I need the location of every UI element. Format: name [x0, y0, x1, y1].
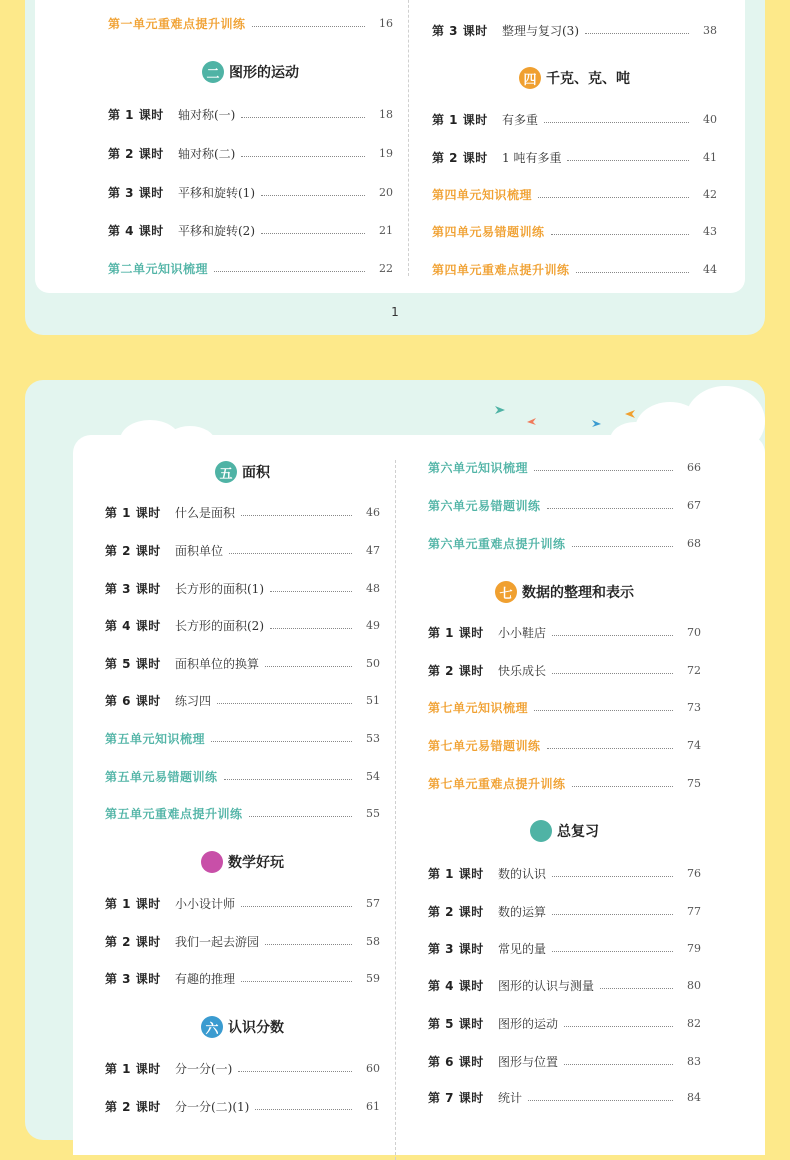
- unit-title: 面积: [242, 465, 270, 481]
- unit-badge: 四: [519, 67, 541, 89]
- entry-page: 74: [687, 738, 701, 752]
- toc-left-column: [108, 0, 393, 280]
- unit-badge: 七: [495, 581, 517, 603]
- entry-page: 59: [366, 971, 380, 985]
- entry-page: 47: [366, 543, 380, 557]
- lesson-number: 第 3 课时: [105, 581, 161, 596]
- entry-page: 21: [379, 223, 393, 237]
- entry-title: 第四单元知识梳理: [432, 187, 533, 202]
- leader-dots: [270, 628, 352, 629]
- unit-title: 总复习: [557, 824, 599, 840]
- toc-entry[interactable]: [432, 148, 717, 166]
- lesson-number: 第 2 课时: [105, 1099, 161, 1114]
- leader-dots: [270, 591, 352, 592]
- leader-dots: [547, 748, 673, 749]
- leader-dots: [552, 673, 673, 674]
- entry-title: 快乐成长: [498, 663, 547, 678]
- toc-entry[interactable]: [432, 21, 717, 39]
- entry-title: 我们一起去游园: [175, 934, 260, 949]
- toc-entry[interactable]: [428, 698, 701, 716]
- entry-page: 73: [687, 700, 701, 714]
- entry-page: 49: [366, 618, 380, 632]
- unit-badge: 五: [215, 461, 237, 483]
- lesson-number: 第 3 课时: [428, 941, 484, 956]
- toc-entry[interactable]: [428, 1088, 701, 1106]
- entry-title: 第六单元知识梳理: [428, 460, 529, 475]
- lesson-number: 第 1 课时: [108, 107, 164, 122]
- toc-entry[interactable]: [428, 864, 701, 882]
- leader-dots: [552, 914, 673, 915]
- entry-page: 60: [366, 1061, 380, 1075]
- entry-page: 41: [703, 150, 717, 164]
- lesson-number: 第 2 课时: [432, 150, 488, 165]
- entry-title: 常见的量: [498, 941, 547, 956]
- entry-page: 72: [687, 663, 701, 677]
- lesson-number: 第 3 课时: [432, 23, 488, 38]
- toc-entry[interactable]: [428, 902, 701, 920]
- toc-entry[interactable]: [108, 183, 393, 201]
- entry-page: 42: [703, 187, 717, 201]
- lesson-number: 第 6 课时: [428, 1054, 484, 1069]
- paper-plane-icon: [625, 410, 635, 418]
- entry-page: 58: [366, 934, 380, 948]
- leader-dots: [551, 234, 689, 235]
- lesson-number: 第 1 课时: [432, 112, 488, 127]
- entry-page: 20: [379, 185, 393, 199]
- unit-4-heading: [432, 65, 717, 91]
- lesson-number: 第 1 课时: [105, 896, 161, 911]
- entry-page: 57: [366, 896, 380, 910]
- leader-dots: [528, 1100, 673, 1101]
- entry-title: 数的运算: [498, 904, 547, 919]
- unit-title: 图形的运动: [229, 65, 299, 81]
- entry-page: 83: [687, 1054, 701, 1068]
- entry-title: 第五单元重难点提升训练: [105, 806, 243, 821]
- leader-dots: [252, 26, 365, 27]
- entry-title: 统计: [498, 1090, 523, 1105]
- leader-dots: [564, 1064, 673, 1065]
- entry-title: 1 吨有多重: [502, 150, 562, 165]
- leader-dots: [217, 703, 352, 704]
- entry-page: 46: [366, 505, 380, 519]
- entry-page: 22: [379, 261, 393, 275]
- unit-badge: 六: [201, 1016, 223, 1038]
- lesson-number: 第 6 课时: [105, 693, 161, 708]
- leader-dots: [572, 786, 673, 787]
- entry-title: 长方形的面积(2): [175, 618, 264, 633]
- lesson-number: 第 2 课时: [105, 934, 161, 949]
- leader-dots: [229, 553, 352, 554]
- toc-entry[interactable]: [432, 222, 717, 240]
- entry-page: 53: [366, 731, 380, 745]
- leader-dots: [552, 635, 673, 636]
- entry-page: 48: [366, 581, 380, 595]
- entry-title: 有多重: [502, 112, 539, 127]
- toc-entry[interactable]: [105, 932, 380, 950]
- lesson-number: 第 5 课时: [105, 656, 161, 671]
- lesson-number: 第 2 课时: [105, 543, 161, 558]
- toc-entry[interactable]: [428, 496, 701, 514]
- entry-page: 19: [379, 146, 393, 160]
- entry-page: 66: [687, 460, 701, 474]
- lesson-number: 第 2 课时: [108, 146, 164, 161]
- toc-right-column: [432, 0, 717, 280]
- toc-page-1: [25, 0, 765, 335]
- toc-entry[interactable]: [105, 579, 380, 597]
- lesson-number: 第 4 课时: [428, 978, 484, 993]
- paper-plane-icon: [495, 406, 505, 414]
- toc-entry[interactable]: [105, 541, 380, 559]
- entry-page: 40: [703, 112, 717, 126]
- entry-title: 有趣的推理: [175, 971, 236, 986]
- toc-entry[interactable]: [432, 185, 717, 203]
- leader-dots: [261, 195, 365, 196]
- unit-title: 千克、克、吨: [546, 71, 630, 87]
- unit-7-heading: [428, 579, 701, 605]
- entry-page: 75: [687, 776, 701, 790]
- paper-plane-icon: [592, 420, 601, 427]
- leader-dots: [241, 515, 352, 516]
- leader-dots: [255, 1109, 352, 1110]
- entry-page: 51: [366, 693, 380, 707]
- entry-title: 图形的运动: [498, 1016, 559, 1031]
- toc-entry[interactable]: [432, 110, 717, 128]
- lesson-number: 第 1 课时: [105, 505, 161, 520]
- entry-page: 50: [366, 656, 380, 670]
- toc-entry[interactable]: [108, 144, 393, 162]
- lesson-number: 第 1 课时: [105, 1061, 161, 1076]
- entry-page: 43: [703, 224, 717, 238]
- leader-dots: [547, 508, 673, 509]
- leader-dots: [534, 710, 673, 711]
- leader-dots: [265, 944, 352, 945]
- entry-page: 84: [687, 1090, 701, 1104]
- leader-dots: [572, 546, 673, 547]
- leader-dots: [552, 876, 673, 877]
- lesson-number: 第 4 课时: [105, 618, 161, 633]
- entry-title: 平移和旋转(2): [178, 223, 255, 238]
- toc-page-1-sheet: [35, 0, 745, 293]
- entry-title: 第四单元重难点提升训练: [432, 262, 570, 277]
- lesson-number: 第 1 课时: [428, 866, 484, 881]
- toc-left-column: [105, 435, 380, 1155]
- entry-title: 数的认识: [498, 866, 547, 881]
- lesson-number: 第 3 课时: [105, 971, 161, 986]
- leader-dots: [238, 1071, 352, 1072]
- math-fun-heading: [105, 849, 380, 875]
- review-heading: [428, 818, 701, 844]
- entry-title: 练习四: [175, 693, 212, 708]
- leader-dots: [241, 117, 365, 118]
- toc-entry[interactable]: [108, 259, 393, 277]
- toc-entry[interactable]: [428, 774, 701, 792]
- toc-entry[interactable]: [105, 804, 380, 822]
- entry-page: 82: [687, 1016, 701, 1030]
- toc-entry[interactable]: [105, 969, 380, 987]
- lesson-number: 第 4 课时: [108, 223, 164, 238]
- unit-badge: [530, 820, 552, 842]
- toc-entry[interactable]: [428, 976, 701, 994]
- entry-title: 长方形的面积(1): [175, 581, 264, 596]
- leader-dots: [552, 951, 673, 952]
- toc-entry[interactable]: [105, 767, 380, 785]
- leader-dots: [538, 197, 689, 198]
- toc-entry[interactable]: [105, 1059, 380, 1077]
- entry-title: 轴对称(二): [178, 146, 236, 161]
- entry-title: 分一分(一): [175, 1061, 233, 1076]
- lesson-number: 第 2 课时: [428, 663, 484, 678]
- entry-title: 第五单元知识梳理: [105, 731, 206, 746]
- column-divider: [408, 0, 409, 276]
- toc-page-2: [25, 380, 765, 1140]
- toc-entry[interactable]: [432, 260, 717, 278]
- leader-dots: [249, 816, 352, 817]
- entry-title: 第一单元重难点提升训练: [108, 16, 246, 31]
- toc-entry[interactable]: [108, 14, 393, 32]
- entry-title: 图形与位置: [498, 1054, 559, 1069]
- entry-title: 图形的认识与测量: [498, 978, 595, 993]
- leader-dots: [585, 33, 689, 34]
- unit-6-heading: [105, 1014, 380, 1040]
- toc-entry[interactable]: [108, 221, 393, 239]
- entry-page: 16: [379, 16, 393, 30]
- unit-2-heading: [108, 59, 393, 85]
- unit-title: 数学好玩: [228, 855, 284, 871]
- toc-entry[interactable]: [105, 729, 380, 747]
- toc-entry[interactable]: [105, 503, 380, 521]
- entry-title: 第七单元知识梳理: [428, 700, 529, 715]
- paper-plane-icon: [527, 418, 536, 425]
- unit-title: 认识分数: [228, 1020, 284, 1036]
- leader-dots: [224, 779, 352, 780]
- entry-page: 80: [687, 978, 701, 992]
- toc-entry[interactable]: [105, 616, 380, 634]
- entry-title: 平移和旋转(1): [178, 185, 255, 200]
- entry-page: 70: [687, 625, 701, 639]
- leader-dots: [211, 741, 352, 742]
- toc-entry[interactable]: [105, 654, 380, 672]
- leader-dots: [261, 233, 365, 234]
- toc-entry[interactable]: [105, 894, 380, 912]
- toc-entry[interactable]: [428, 1052, 701, 1070]
- unit-badge: [201, 851, 223, 873]
- leader-dots: [241, 906, 352, 907]
- entry-title: 第四单元易错题训练: [432, 224, 545, 239]
- entry-page: 38: [703, 23, 717, 37]
- entry-title: 第六单元易错题训练: [428, 498, 541, 513]
- lesson-number: 第 2 课时: [428, 904, 484, 919]
- entry-title: 整理与复习(3): [502, 23, 579, 38]
- leader-dots: [534, 470, 673, 471]
- leader-dots: [600, 988, 673, 989]
- entry-page: 44: [703, 262, 717, 276]
- lesson-number: 第 7 课时: [428, 1090, 484, 1105]
- toc-entry[interactable]: [428, 534, 701, 552]
- entry-title: 面积单位: [175, 543, 224, 558]
- entry-page: 55: [366, 806, 380, 820]
- entry-title: 小小鞋店: [498, 625, 547, 640]
- leader-dots: [241, 156, 365, 157]
- entry-title: 第七单元重难点提升训练: [428, 776, 566, 791]
- column-divider: [395, 460, 396, 1160]
- toc-page-2-sheet: [73, 435, 765, 1155]
- unit-title: 数据的整理和表示: [522, 585, 634, 601]
- entry-page: 54: [366, 769, 380, 783]
- lesson-number: 第 1 课时: [428, 625, 484, 640]
- leader-dots: [567, 160, 689, 161]
- entry-title: 什么是面积: [175, 505, 236, 520]
- entry-title: 第七单元易错题训练: [428, 738, 541, 753]
- leader-dots: [564, 1026, 673, 1027]
- leader-dots: [576, 272, 689, 273]
- leader-dots: [214, 271, 365, 272]
- page-number: 1: [391, 305, 399, 319]
- entry-page: 18: [379, 107, 393, 121]
- entry-title: 第六单元重难点提升训练: [428, 536, 566, 551]
- toc-entry[interactable]: [428, 661, 701, 679]
- leader-dots: [241, 981, 352, 982]
- entry-title: 轴对称(一): [178, 107, 236, 122]
- entry-title: 小小设计师: [175, 896, 236, 911]
- lesson-number: 第 3 课时: [108, 185, 164, 200]
- toc-entry[interactable]: [428, 736, 701, 754]
- leader-dots: [265, 666, 352, 667]
- toc-entry[interactable]: [105, 691, 380, 709]
- toc-entry[interactable]: [428, 458, 701, 476]
- entry-page: 76: [687, 866, 701, 880]
- entry-page: 68: [687, 536, 701, 550]
- entry-title: 第二单元知识梳理: [108, 261, 209, 276]
- entry-title: 面积单位的换算: [175, 656, 260, 671]
- entry-page: 67: [687, 498, 701, 512]
- entry-page: 61: [366, 1099, 380, 1113]
- entry-title: 第五单元易错题训练: [105, 769, 218, 784]
- toc-entry[interactable]: [108, 105, 393, 123]
- toc-entry[interactable]: [105, 1097, 380, 1115]
- toc-entry[interactable]: [428, 1014, 701, 1032]
- entry-page: 77: [687, 904, 701, 918]
- toc-entry[interactable]: [428, 939, 701, 957]
- unit-5-heading: [105, 459, 380, 485]
- entry-page: 79: [687, 941, 701, 955]
- lesson-number: 第 5 课时: [428, 1016, 484, 1031]
- toc-entry[interactable]: [428, 623, 701, 641]
- leader-dots: [544, 122, 689, 123]
- toc-right-column: [428, 435, 701, 1155]
- unit-badge: 二: [202, 61, 224, 83]
- entry-title: 分一分(二)(1): [175, 1099, 250, 1114]
